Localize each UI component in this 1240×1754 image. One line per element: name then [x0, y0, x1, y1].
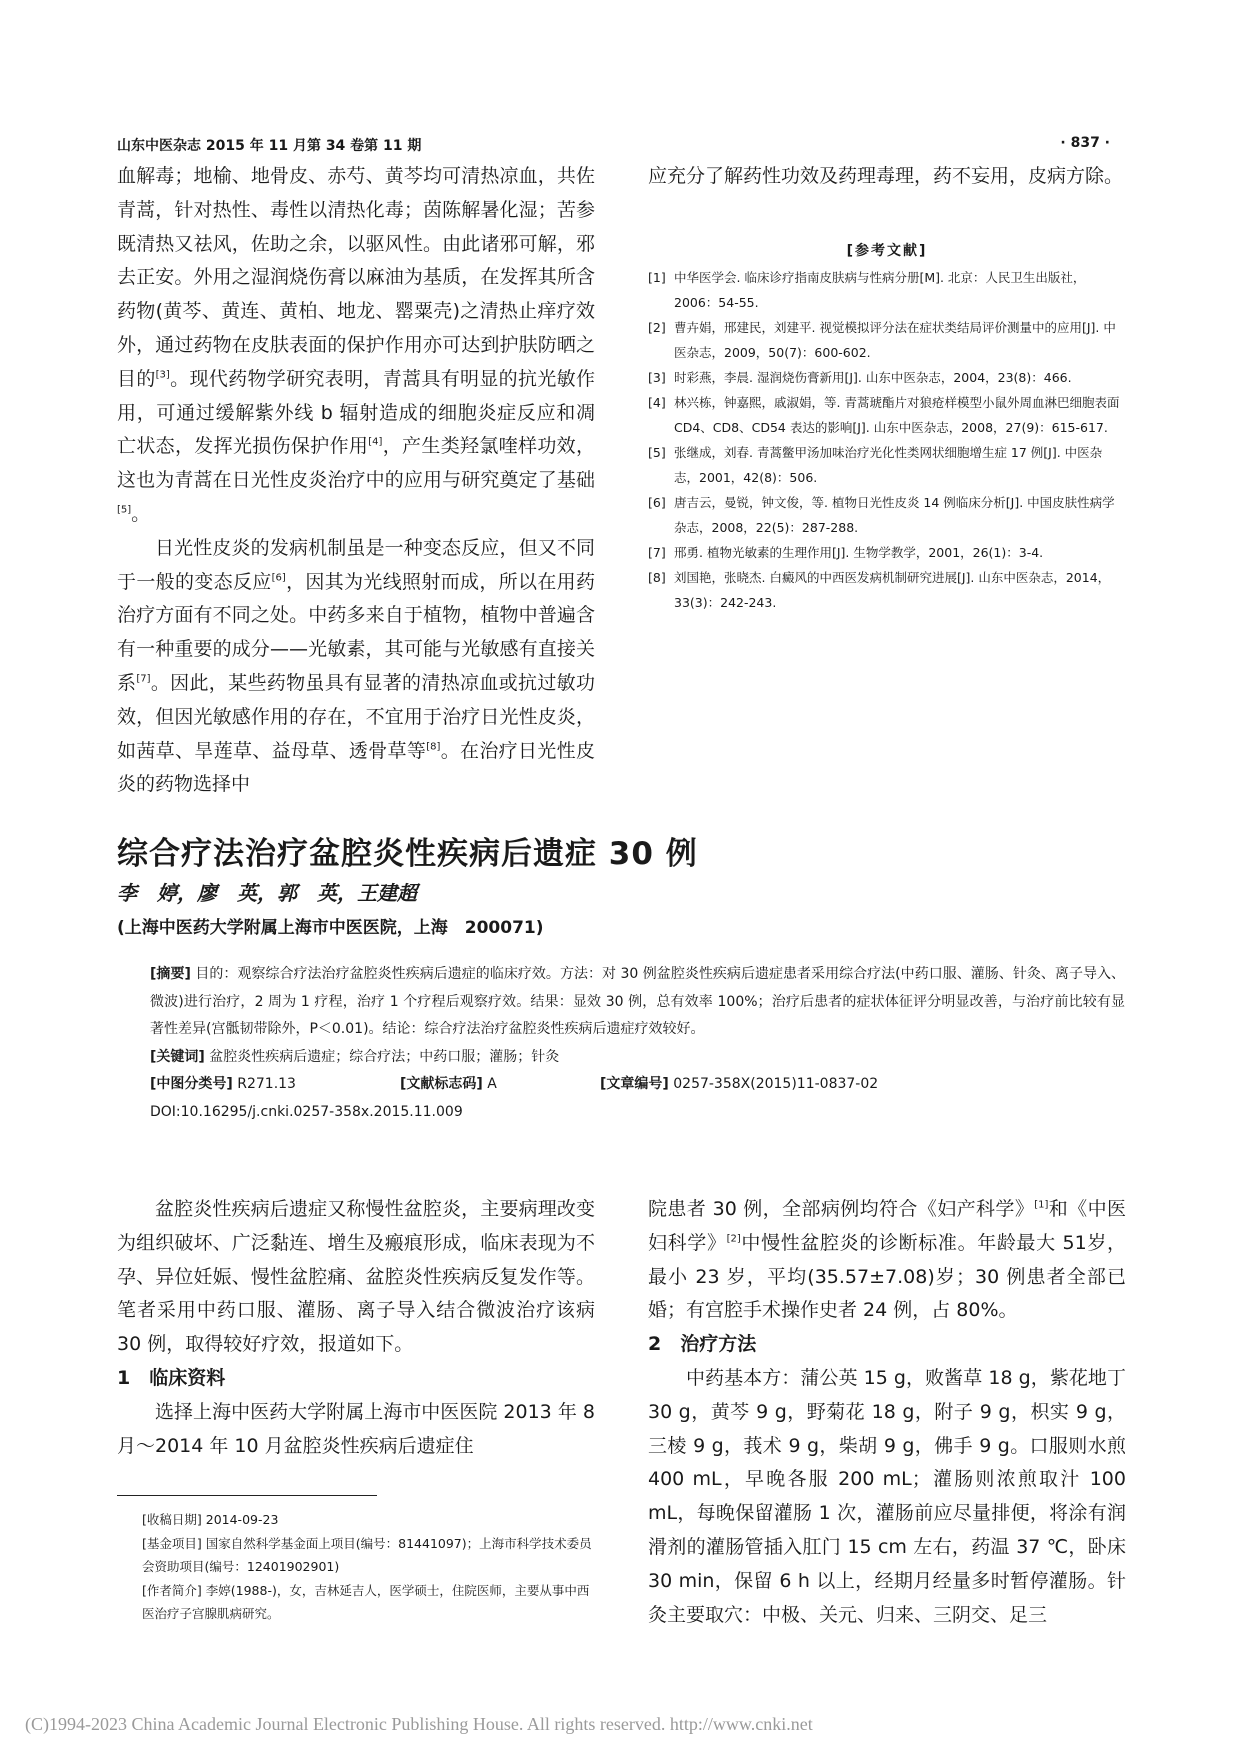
reference-item: [648, 540, 1126, 565]
reference-text: 曹卉娟，邢建民，刘建平. 视觉模拟评分法在症状类结局评价测量中的应用[J]. 中医杂志，2009，50(7)：600-602.: [674, 320, 1116, 360]
reference-number: [3]: [648, 370, 666, 385]
journal-header: 山东中医杂志 2015 年 11 月第 34 卷第 11 期: [117, 138, 422, 154]
article-affiliation: (上海中医药大学附属上海市中医医院，上海 200071): [117, 918, 544, 938]
prev-paragraph-1: 血解毒；地榆、地骨皮、赤芍、黄芩均可清热凉血，共佐青蒿，针对热性、毒性以清热化毒；茵陈解暑化湿；苦参既清热又祛风，佐助之余，以驱风性。由此诸邪可解，邪去正安。外用之湿润烧伤膏以麻油为基质，在发挥其所含药物(黄芩、黄连、黄柏、地龙、罂粟壳)之清热止痒疗效外，通过药物在皮肤表面的保护作用亦可达到护肤防晒之目的[3]。现代药物学研究表明，青蒿具有明显的抗光敏作用，可通过缓解紫外线 b 辐射造成的细胞炎症反应和凋亡状态，发挥光损伤保护作用[4]，产生类羟氯喹样功效，这也为青蒿在日光性皮炎治疗中的应用与研究奠定了基础[5]。: [117, 165, 595, 525]
intro-paragraph: 盆腔炎性疾病后遗症又称慢性盆腔炎，主要病理改变为组织破坏、广泛黏连、增生及瘢痕形成，临床表现为不孕、异位妊娠、慢性盆腔痛、盆腔炎性疾病反复发作等。笔者采用中药口服、灌肠、离子导入结合微波治疗该病 30 例，取得较好疗效，报道如下。: [117, 1198, 595, 1356]
section-2-heading: 2 治疗方法: [648, 1333, 757, 1356]
reference-text: 邢勇. 植物光敏素的生理作用[J]. 生物学教学，2001，26(1)：3-4.: [674, 545, 1044, 560]
reference-text: 刘国艳，张晓杰. 白癜风的中西医发病机制研究进展[J]. 山东中医杂志，2014，33(3)：242-243.: [674, 570, 1111, 610]
doi: DOI:10.16295/j.cnki.0257-358x.2015.11.009: [150, 1103, 463, 1120]
fund-info: [基金项目] 国家自然科学基金面上项目(编号：81441097)；上海市科学技术委员会资助项目(编号：12401902901): [142, 1535, 592, 1574]
reference-item: [648, 390, 1126, 440]
section-1-text: 选择上海中医药大学附属上海市中医医院 2013 年 8 月～2014 年 10 月盆腔炎性疾病后遗症住: [117, 1400, 595, 1457]
reference-text: 唐吉云，曼锐，钟文俊，等. 植物日光性皮炎 14 例临床分析[J]. 中国皮肤性病学杂志，2008，22(5)：287-288.: [674, 495, 1115, 535]
article-right-column: [648, 1193, 1126, 1632]
references-title: [参考文献]: [846, 243, 928, 259]
reference-item: [648, 440, 1126, 490]
citation: [3]: [155, 369, 170, 381]
reference-item: [648, 490, 1126, 540]
reference-number: [1]: [648, 270, 666, 285]
section-2-text: 中药基本方：蒲公英 15 g，败酱草 18 g，紫花地丁 30 g，黄芩 9 g，野菊花 18 g，附子 9 g，枳实 9 g，三棱 9 g，莪术 9 g，柴胡 9 g，佛手 9 g。口服则水煎 400 mL，早晚各服 200 mL；灌肠则浓煎取汁 100 mL，每晚保留灌肠 1 次，灌肠前应尽量排便，将涂有润滑剂的灌肠管插入肛门 15 cm 左右，药温 37 ℃，卧床 30 min，保留 6 h 以上，经期月经量多时暂停灌肠。针灸主要取穴：中极、关元、归来、三阴交、足三: [648, 1366, 1126, 1626]
section-1-continued: 院患者 30 例，全部病例均符合《妇产科学》[1]和《中医妇科学》[2]中慢性盆腔炎的诊断标准。年龄最大 51岁，最小 23 岁，平均(35.57±7.08)岁；30 例患者全部已婚；有宫腔手术操作史者 24 例，占 80%。: [648, 1198, 1126, 1322]
copyright-footer: (C)1994-2023 China Academic Journal Electronic Publishing House. All rights reserved. http://www.cnki.net: [25, 1714, 813, 1734]
received-date: [收稿日期] 2014-09-23: [142, 1512, 279, 1527]
reference-number: [4]: [648, 395, 666, 410]
citation: [5]: [117, 504, 132, 516]
reference-text: 时彩燕，李晨. 湿润烧伤膏新用[J]. 山东中医杂志，2004，23(8)：466.: [674, 370, 1072, 385]
article-title: 综合疗法治疗盆腔炎性疾病后遗症 30 例: [117, 836, 698, 872]
footnote-rule: [117, 1495, 377, 1496]
citation: [6]: [271, 572, 286, 584]
reference-item: [648, 315, 1126, 365]
footnotes: [117, 1508, 595, 1626]
reference-list: [648, 265, 1126, 615]
abstract: [摘要] 目的：观察综合疗法治疗盆腔炎性疾病后遗症的临床疗效。方法：对 30 例盆腔炎性疾病后遗症患者采用综合疗法(中药口服、灌肠、针灸、离子导入、微波)进行治疗，2 周为 1 疗程，治疗 1 个疗程后观察疗效。结果：显效 30 例，总有效率 100%；治疗后患者的症状体征评分明显改善，与治疗前比较有显著性差异(宫骶韧带除外，P＜0.01)。结论：综合疗法治疗盆腔炎性疾病后遗症疗效较好。: [150, 966, 1126, 1037]
article-authors: 李 婷，廖 英，郭 英，王建超: [117, 881, 417, 905]
reference-number: [6]: [648, 495, 666, 510]
keywords: [关键词] 盆腔炎性疾病后遗症；综合疗法；中药口服；灌肠；针灸: [150, 1048, 560, 1065]
reference-text: 中华医学会. 临床诊疗指南皮肤病与性病分册[M]. 北京：人民卫生出版社，2006：54-55.: [674, 270, 1086, 310]
reference-item: [648, 565, 1126, 615]
citation: [4]: [368, 437, 383, 449]
page-number: · 837 ·: [1060, 135, 1110, 151]
reference-item: [648, 265, 1126, 315]
citation: [2]: [726, 1233, 741, 1245]
article-left-column: [117, 1193, 595, 1463]
prev-paragraph-2: 日光性皮炎的发病机制虽是一种变态反应，但又不同于一般的变态反应[6]，因其为光线照射而成，所以在用药治疗方面有不同之处。中药多来自于植物，植物中普遍含有一种重要的成分——光敏素，其可能与光敏感有直接关系[7]。因此，某些药物虽具有显著的清热凉血或抗过敏功效，但因光敏感作用的存在，不宜用于治疗日光性皮炎，如茜草、旱莲草、益母草、透骨草等[8]。在治疗日光性皮炎的药物选择中: [117, 536, 595, 796]
section-1-heading: 1 临床资料: [117, 1366, 226, 1389]
reference-number: [7]: [648, 545, 666, 560]
citation: [7]: [136, 673, 151, 685]
reference-number: [2]: [648, 320, 666, 335]
reference-text: 张继成，刘春. 青蒿鳖甲汤加味治疗光化性类网状细胞增生症 17 例[J]. 中医杂志，2001，42(8)：506.: [674, 445, 1103, 485]
reference-item: [648, 365, 1126, 390]
references: [648, 237, 1126, 615]
citation: [1]: [1034, 1199, 1049, 1211]
prev-paragraph-cont: 应充分了解药性功效及药理毒理，药不妄用，皮病方除。: [648, 165, 1124, 187]
citation: [8]: [426, 741, 441, 753]
classification-row: [中图分类号] R271.13 [文献标志码] A [文章编号] 0257-358X(2015)11-0837-02: [150, 1076, 879, 1092]
reference-text: 林兴栋，钟嘉熙，戚淑娟，等. 青蒿琥酯片对狼疮样模型小鼠外周血淋巴细胞表面 CD4、CD8、CD54 表达的影响[J]. 山东中医杂志，2008，27(9)：615-617.: [674, 395, 1120, 435]
reference-number: [8]: [648, 570, 666, 585]
prev-article-left-column: [117, 160, 595, 802]
prev-article-right-column: [648, 160, 1126, 194]
abstract-block: [150, 961, 1125, 1126]
author-info: [作者简介] 李婷(1988-)，女，吉林延吉人，医学硕士，住院医师，主要从事中西医治疗子宫腺肌病研究。: [142, 1582, 590, 1621]
reference-number: [5]: [648, 445, 666, 460]
